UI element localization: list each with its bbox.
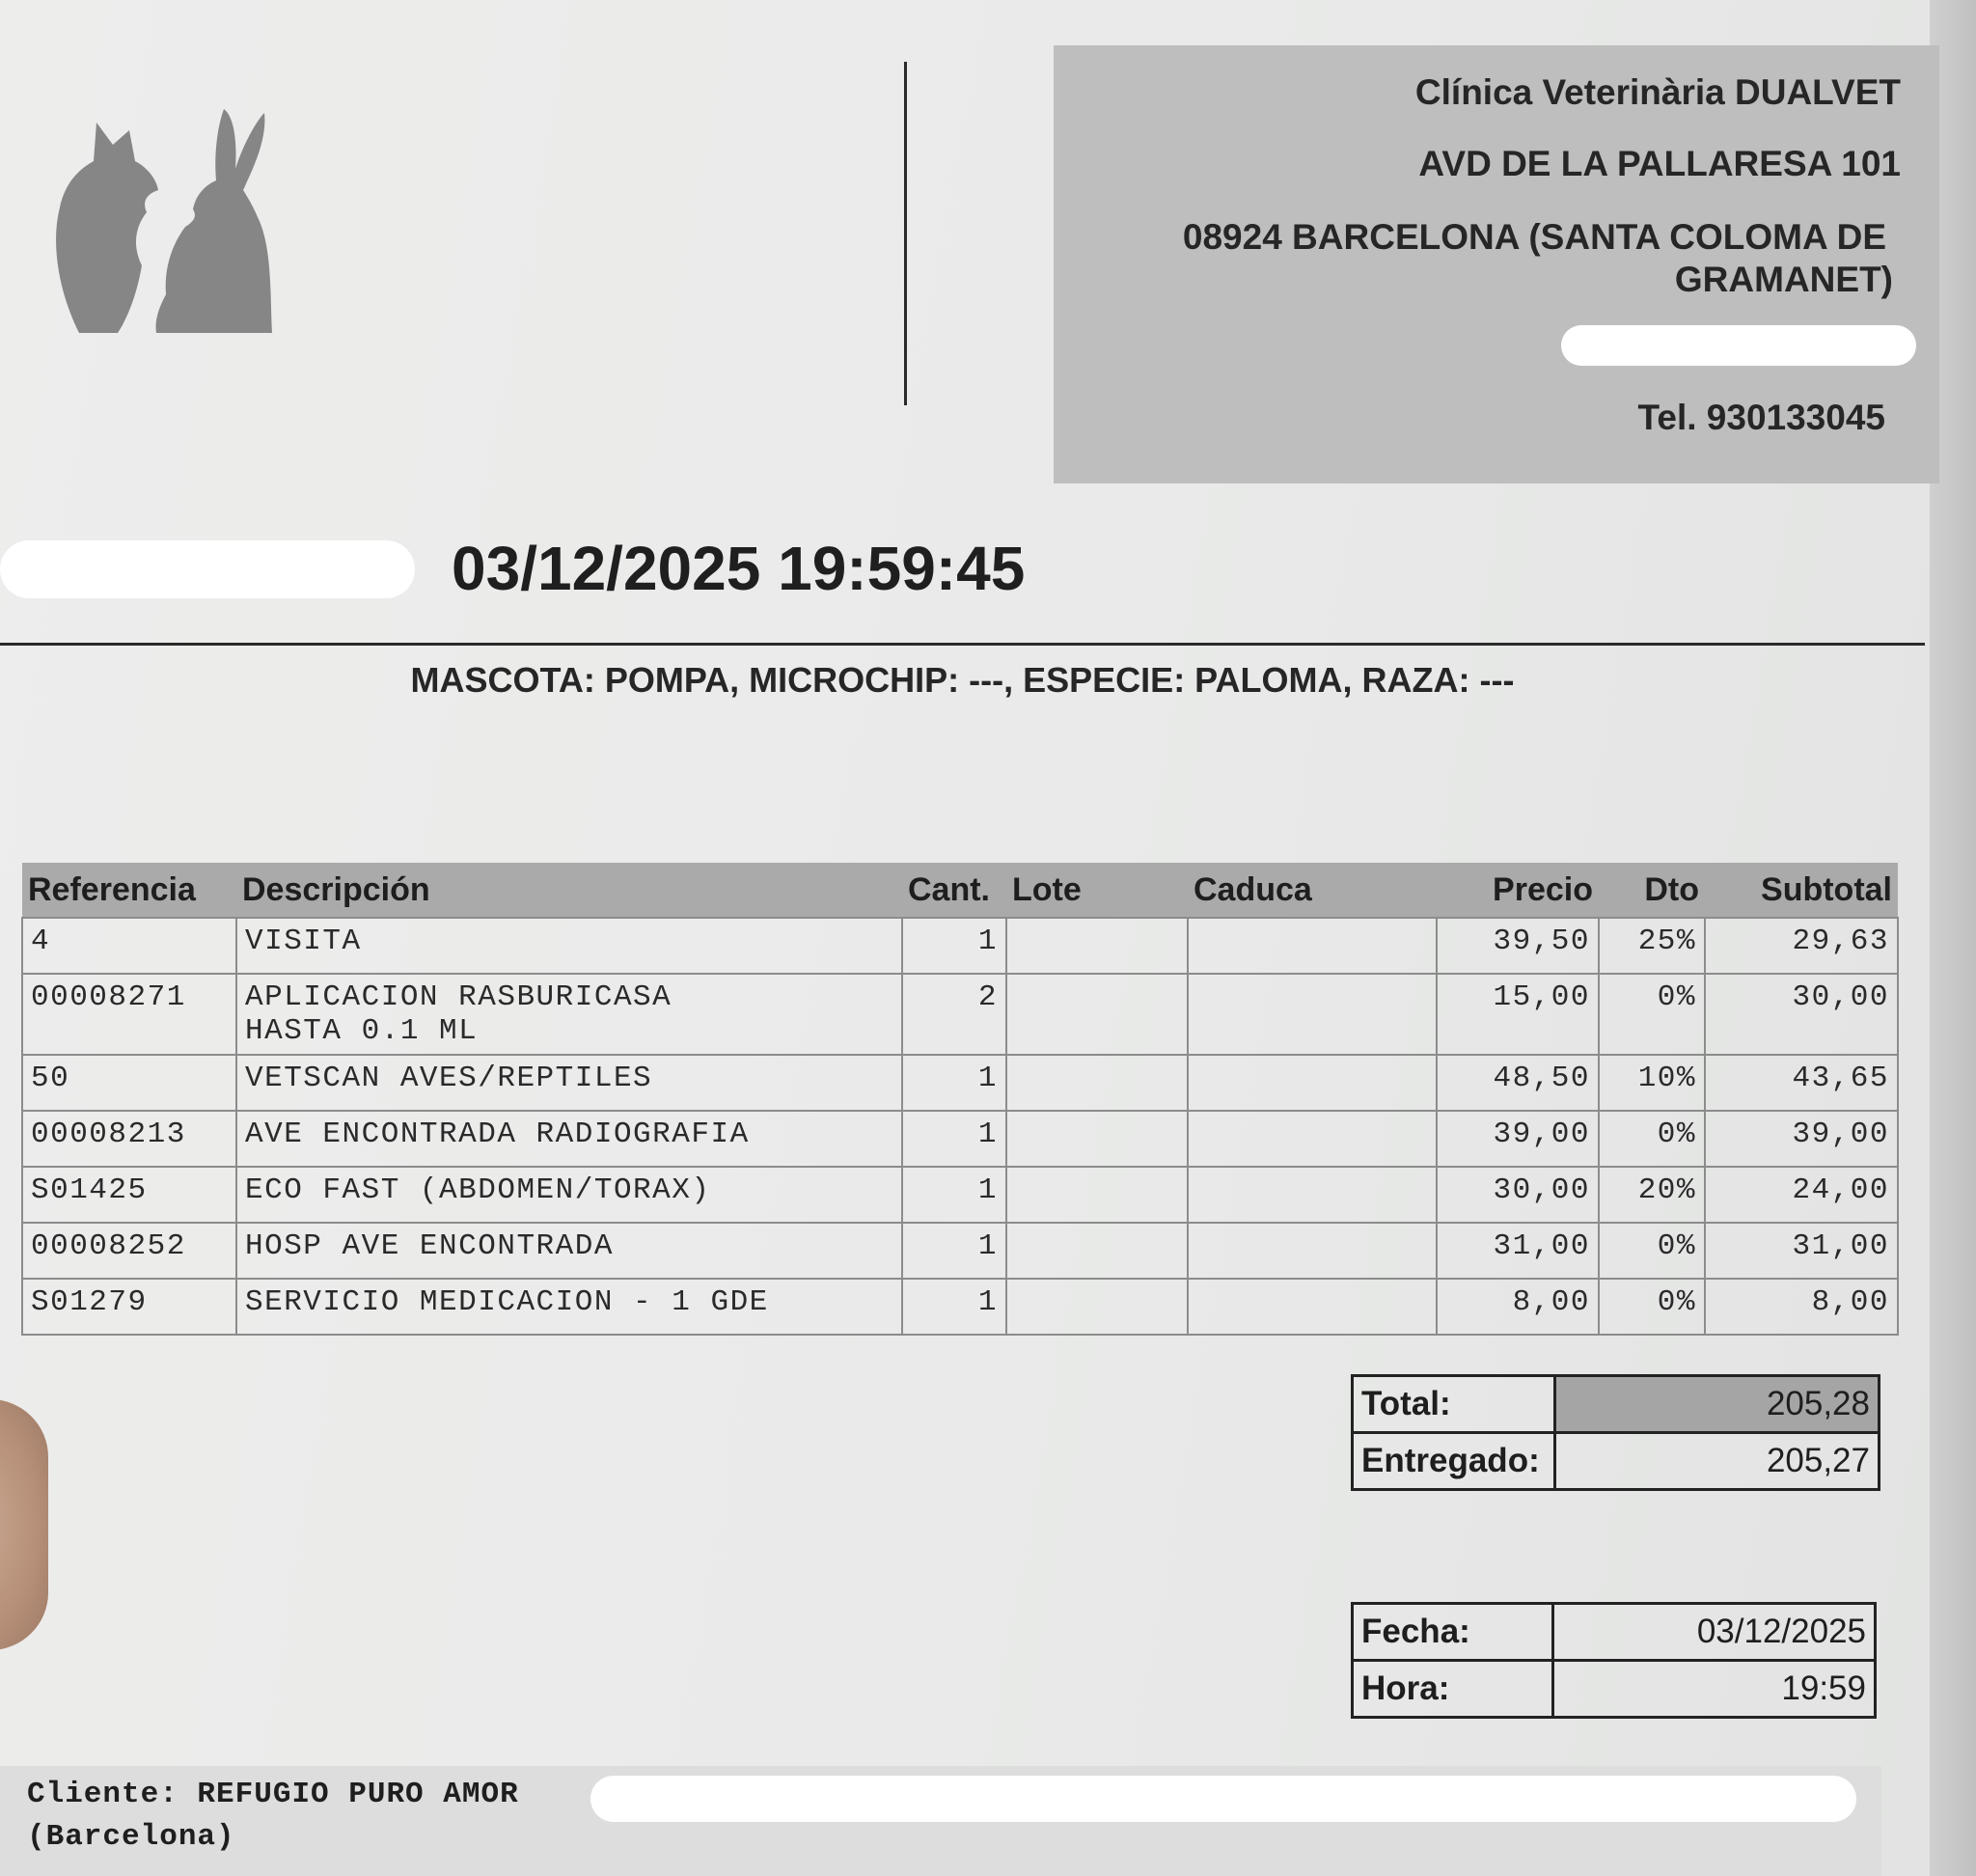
cell-dto: 0% [1599, 1279, 1705, 1335]
table-header-row [22, 863, 1898, 918]
cell-caduca [1188, 974, 1437, 1055]
cell-desc: APLICACION RASBURICASA HASTA 0.1 ML [236, 974, 902, 1055]
cell-subtotal: 43,65 [1705, 1055, 1898, 1111]
table-row [22, 1279, 1898, 1335]
cell-subtotal: 29,63 [1705, 918, 1898, 974]
redacted-area [590, 1776, 1856, 1822]
client-line2: (Barcelona) [27, 1820, 235, 1854]
cell-qty: 1 [902, 1167, 1006, 1223]
table-row [22, 1223, 1898, 1279]
cell-dto: 0% [1599, 1111, 1705, 1167]
cell-dto: 10% [1599, 1055, 1705, 1111]
cell-lote [1006, 918, 1188, 974]
header-lote: Lote [1006, 863, 1188, 918]
entregado-row [1353, 1433, 1880, 1490]
clinic-city-line2: GRAMANET) [1674, 260, 1893, 299]
cell-ref: 00008271 [22, 974, 236, 1055]
cell-qty: 1 [902, 918, 1006, 974]
cell-lote [1006, 974, 1188, 1055]
horizontal-divider [0, 643, 1925, 646]
cell-qty: 1 [902, 1111, 1006, 1167]
totals-box [1351, 1374, 1880, 1491]
header-caduca: Caduca [1188, 863, 1437, 918]
cell-dto: 20% [1599, 1167, 1705, 1223]
cell-caduca [1188, 1167, 1437, 1223]
cell-price: 39,50 [1437, 918, 1599, 974]
fecha-value: 03/12/2025 [1553, 1604, 1876, 1661]
hora-label: Hora: [1353, 1661, 1553, 1718]
redacted-area [0, 540, 415, 598]
cell-qty: 1 [902, 1279, 1006, 1335]
items-table [21, 863, 1899, 1336]
cell-ref: S01279 [22, 1279, 236, 1335]
pet-info-line: MASCOTA: POMPA, MICROCHIP: ---, ESPECIE: PALOMA, RAZA: --- [410, 660, 1515, 700]
document-datetime: 03/12/2025 19:59:45 [452, 534, 1026, 603]
cell-dto: 25% [1599, 918, 1705, 974]
total-row [1353, 1376, 1880, 1433]
cell-lote [1006, 1055, 1188, 1111]
finger [0, 1399, 48, 1650]
cell-desc: ECO FAST (ABDOMEN/TORAX) [236, 1167, 902, 1223]
header-precio: Precio [1437, 863, 1599, 918]
entregado-label: Entregado: [1353, 1433, 1555, 1490]
cell-subtotal: 30,00 [1705, 974, 1898, 1055]
cell-subtotal: 24,00 [1705, 1167, 1898, 1223]
cell-lote [1006, 1223, 1188, 1279]
clinic-city-line1: 08924 BARCELONA (SANTA COLOMA DE [1182, 217, 1886, 257]
cell-lote [1006, 1167, 1188, 1223]
cell-caduca [1188, 1055, 1437, 1111]
hora-value: 19:59 [1553, 1661, 1876, 1718]
client-box [0, 1766, 1881, 1876]
table-row [22, 918, 1898, 974]
cell-ref: 4 [22, 918, 236, 974]
cell-price: 48,50 [1437, 1055, 1599, 1111]
header-dto: Dto [1599, 863, 1705, 918]
cell-lote [1006, 1111, 1188, 1167]
cell-price: 31,00 [1437, 1223, 1599, 1279]
clinic-info-box [1054, 45, 1939, 483]
client-line1: Cliente: REFUGIO PURO AMOR [27, 1778, 519, 1811]
total-label: Total: [1353, 1376, 1555, 1433]
vertical-divider [904, 62, 907, 405]
cell-ref: 50 [22, 1055, 236, 1111]
cell-desc: HOSP AVE ENCONTRADA [236, 1223, 902, 1279]
cell-caduca [1188, 918, 1437, 974]
cell-qty: 1 [902, 1055, 1006, 1111]
cat-rabbit-logo-icon [50, 101, 272, 343]
cell-caduca [1188, 1111, 1437, 1167]
fecha-row [1353, 1604, 1876, 1661]
table-row [22, 1055, 1898, 1111]
entregado-value: 205,27 [1555, 1433, 1880, 1490]
total-value: 205,28 [1555, 1376, 1880, 1433]
cell-desc: AVE ENCONTRADA RADIOGRAFIA [236, 1111, 902, 1167]
date-box [1351, 1602, 1877, 1719]
cell-subtotal: 39,00 [1705, 1111, 1898, 1167]
cell-qty: 1 [902, 1223, 1006, 1279]
redacted-area [1561, 325, 1916, 366]
table-row [22, 1167, 1898, 1223]
table-row [22, 974, 1898, 1055]
cell-price: 8,00 [1437, 1279, 1599, 1335]
header-referencia: Referencia [22, 863, 236, 918]
clinic-address: AVD DE LA PALLARESA 101 [1418, 144, 1901, 183]
hora-row [1353, 1661, 1876, 1718]
cell-caduca [1188, 1279, 1437, 1335]
clinic-name: Clínica Veterinària DUALVET [1414, 72, 1901, 112]
header-subtotal: Subtotal [1705, 863, 1898, 918]
clinic-phone: Tel. 930133045 [1637, 398, 1885, 437]
cell-price: 30,00 [1437, 1167, 1599, 1223]
cell-price: 39,00 [1437, 1111, 1599, 1167]
fecha-label: Fecha: [1353, 1604, 1553, 1661]
cell-dto: 0% [1599, 974, 1705, 1055]
table-row [22, 1111, 1898, 1167]
cell-lote [1006, 1279, 1188, 1335]
cell-dto: 0% [1599, 1223, 1705, 1279]
header-descripcion: Descripción [236, 863, 902, 918]
cell-subtotal: 31,00 [1705, 1223, 1898, 1279]
cell-desc: VISITA [236, 918, 902, 974]
cell-desc: SERVICIO MEDICACION - 1 GDE [236, 1279, 902, 1335]
cell-price: 15,00 [1437, 974, 1599, 1055]
cell-qty: 2 [902, 974, 1006, 1055]
cell-caduca [1188, 1223, 1437, 1279]
cell-ref: 00008213 [22, 1111, 236, 1167]
cell-desc: VETSCAN AVES/REPTILES [236, 1055, 902, 1111]
header-cantidad: Cant. [902, 863, 1006, 918]
cell-ref: S01425 [22, 1167, 236, 1223]
cell-ref: 00008252 [22, 1223, 236, 1279]
cell-subtotal: 8,00 [1705, 1279, 1898, 1335]
